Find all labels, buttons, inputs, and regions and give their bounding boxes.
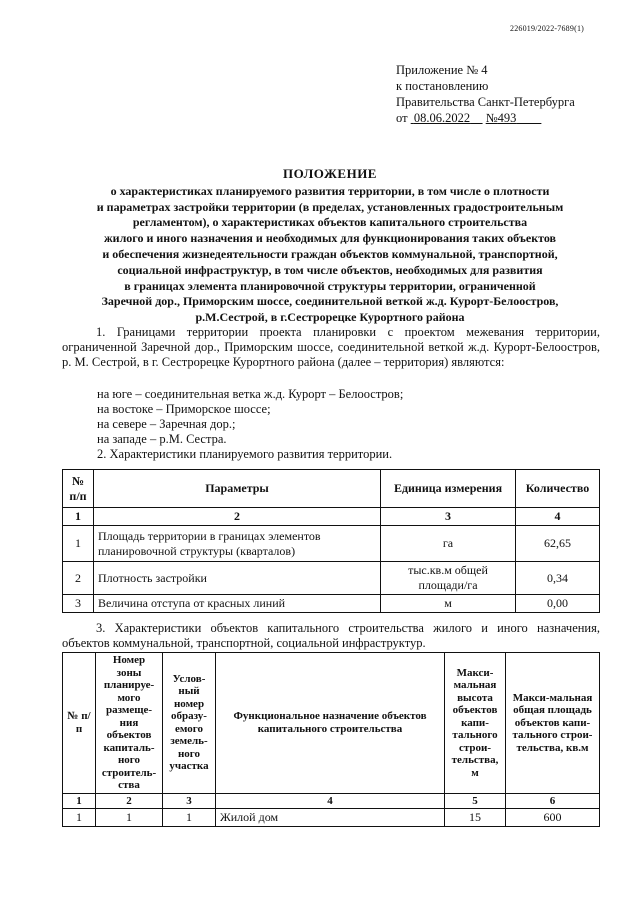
col-zone: Номер зоны планируе-мого размеще-ния объектов капиталь-ного строитель-ства	[96, 653, 163, 794]
row-height: 15	[445, 809, 506, 827]
row-num: 3	[63, 595, 94, 613]
from-prefix: от	[396, 111, 408, 125]
index-cell: 2	[94, 508, 381, 526]
section1-intro: 1. Границами территории проекта планировки с проектом межевания территории, ограниченной Заречной дор., Приморским шоссе, соединительной веткой ж.д. Курорт-Белоостров, р. М. Сестрой, в г. Сестрорецке Курортного района (далее – территория) являются:	[62, 325, 600, 369]
appendix-line-1: Приложение № 4	[396, 63, 488, 77]
table-row	[63, 595, 600, 613]
title-line: и параметрах застройки территории (в пределах, установленных градостроительным	[96, 199, 564, 214]
col-unit: Единица измерения	[381, 470, 516, 508]
title-line: о характеристиках планируемого развития территории, в том числе о плотности	[110, 183, 550, 198]
table-row	[63, 526, 600, 562]
table-row	[63, 809, 600, 827]
capital-objects-table	[62, 652, 600, 827]
title-line: регламентом), о характеристиках объектов капитального строительства	[132, 215, 528, 230]
title-line: Заречной дор., Приморским шоссе, соединительной веткой ж.д. Курорт-Белоостров,	[101, 294, 559, 309]
col-num: № п/п	[63, 653, 96, 794]
row-area: 600	[506, 809, 600, 827]
col-qty: Количество	[516, 470, 600, 508]
index-cell: 1	[63, 793, 96, 809]
col-purpose: Функциональное назначение объектов капитального строительства	[216, 653, 445, 794]
row-param: Плотность застройки	[94, 562, 381, 595]
row-qty: 62,65	[516, 526, 600, 562]
col-num: № п/п	[63, 470, 94, 508]
section3-heading: 3. Характеристики объектов капитального строительства жилого и иного назначения, объектов коммунальной, транспортной, социальной инфраструктур.	[62, 621, 600, 650]
document-number: 226019/2022-7689(1)	[510, 24, 585, 33]
index-cell: 5	[445, 793, 506, 809]
resolution-number: №493	[485, 111, 517, 125]
row-qty: 0,00	[516, 595, 600, 613]
index-cell: 4	[516, 508, 600, 526]
col-area: Макси-мальная общая площадь объектов капи-тального строи-тельства, кв.м	[506, 653, 600, 794]
border-east: на востоке – Приморское шоссе;	[97, 402, 271, 416]
appendix-date-line	[396, 110, 575, 126]
index-cell: 3	[163, 793, 216, 809]
row-plot: 1	[163, 809, 216, 827]
row-unit: м	[381, 595, 516, 613]
col-height: Макси-мальная высота объектов капи-тального строи-тельства, м	[445, 653, 506, 794]
row-num: 1	[63, 526, 94, 562]
row-purpose: Жилой дом	[216, 809, 445, 827]
row-param: Площадь территории в границах элементов планировочной структуры (кварталов)	[94, 526, 381, 562]
title-line: и обеспечения жизнедеятельности граждан объектов коммунальной, транспортной,	[102, 246, 558, 261]
title-line: социальной инфраструктур, в том числе объектов, необходимых для развития	[117, 262, 543, 277]
title-line: в границах элемента планировочной структуры территории, ограниченной	[124, 278, 536, 293]
col-plot: Услов-ный номер образу-емого земель-ного участка	[163, 653, 216, 794]
index-cell: 6	[506, 793, 600, 809]
title-line: жилого и иного назначения и необходимых для функционирования таких объектов	[103, 231, 557, 246]
row-zone: 1	[96, 809, 163, 827]
table-row	[63, 562, 600, 595]
appendix-line-2: к постановлению	[396, 79, 489, 93]
title-line: р.М.Сестрой, в г.Сестрорецке Курортного района	[195, 310, 465, 325]
row-unit: га	[381, 526, 516, 562]
col-param: Параметры	[94, 470, 381, 508]
index-cell: 4	[216, 793, 445, 809]
index-cell: 2	[96, 793, 163, 809]
index-cell: 3	[381, 508, 516, 526]
row-param: Величина отступа от красных линий	[94, 595, 381, 613]
document-title	[60, 166, 600, 326]
appendix-header	[396, 62, 575, 126]
row-num: 2	[63, 562, 94, 595]
border-north: на севере – Заречная дор.;	[97, 417, 236, 431]
section2-heading: 2. Характеристики планируемого развития территории.	[97, 447, 393, 461]
resolution-date: 08.06.2022	[413, 111, 471, 125]
index-cell: 1	[63, 508, 94, 526]
row-unit: тыс.кв.м общей площади/га	[381, 562, 516, 595]
border-south: на юге – соединительная ветка ж.д. Курорт – Белоостров;	[97, 387, 404, 401]
development-table	[62, 469, 600, 613]
row-num: 1	[63, 809, 96, 827]
appendix-line-3: Правительства Санкт-Петербурга	[396, 95, 575, 109]
border-west: на западе – р.М. Сестра.	[97, 432, 227, 446]
title-heading: ПОЛОЖЕНИЕ	[283, 166, 377, 181]
row-qty: 0,34	[516, 562, 600, 595]
